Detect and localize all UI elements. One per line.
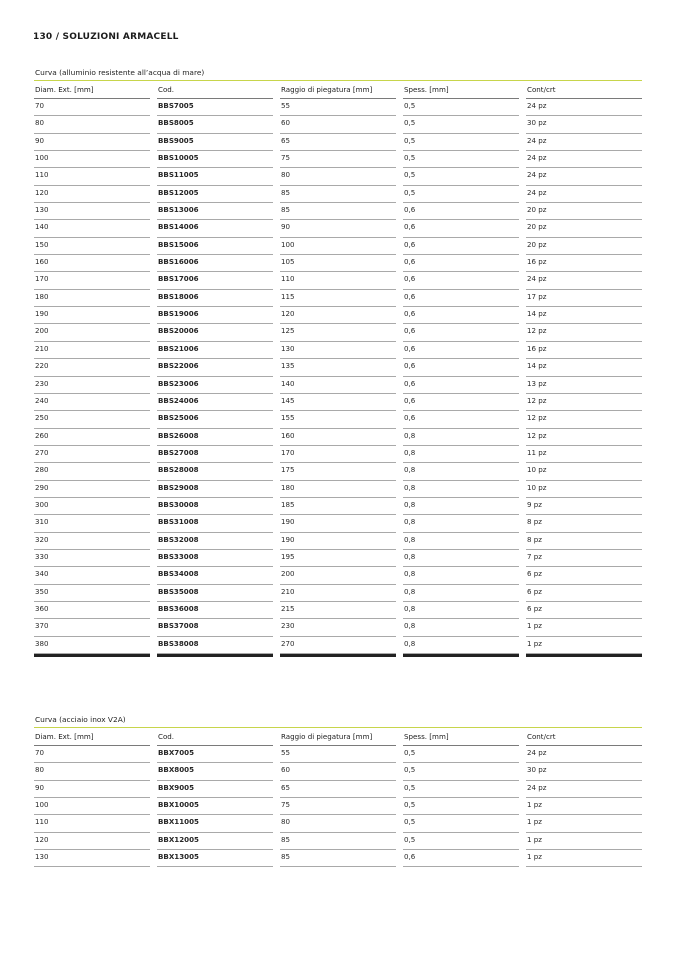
column-code bbox=[157, 731, 273, 867]
table-cell: 160 bbox=[280, 429, 396, 446]
column-bend-radius bbox=[280, 731, 396, 867]
table-cell: 200 bbox=[280, 567, 396, 584]
table-cell: 0,5 bbox=[403, 763, 519, 780]
table-cell: BBS14006 bbox=[157, 220, 273, 237]
table-cell: BBS38008 bbox=[157, 637, 273, 654]
table-cell: 0,6 bbox=[403, 324, 519, 341]
table-cell: 220 bbox=[34, 359, 150, 376]
table-cell: 24 pz bbox=[526, 272, 642, 289]
table-cell: BBX8005 bbox=[157, 763, 273, 780]
table-cell: 130 bbox=[280, 342, 396, 359]
table-cell: 0,5 bbox=[403, 151, 519, 168]
table-cell: 0,5 bbox=[403, 116, 519, 133]
table-cell: 6 pz bbox=[526, 602, 642, 619]
table-cell: BBS11005 bbox=[157, 168, 273, 185]
table-cell: 190 bbox=[280, 515, 396, 532]
table-cell: BBS20006 bbox=[157, 324, 273, 341]
table-end-rule bbox=[157, 654, 273, 657]
column-header: Spess. [mm] bbox=[403, 84, 519, 99]
table-title: Curva (alluminio resistente all’acqua di mare) bbox=[35, 68, 205, 77]
column-header: Cod. bbox=[157, 731, 273, 746]
table-cell: 300 bbox=[34, 498, 150, 515]
table-cell: 24 pz bbox=[526, 168, 642, 185]
column-header: Raggio di piegatura [mm] bbox=[280, 731, 396, 746]
table-cell: BBX12005 bbox=[157, 833, 273, 850]
data-table bbox=[34, 84, 642, 657]
table-cell: BBS12005 bbox=[157, 186, 273, 203]
table-cell: 0,6 bbox=[403, 203, 519, 220]
table-cell: 0,5 bbox=[403, 781, 519, 798]
table-section-stainless bbox=[34, 715, 642, 867]
table-cell: 12 pz bbox=[526, 411, 642, 428]
table-cell: 90 bbox=[34, 134, 150, 151]
column-header: Diam. Ext. [mm] bbox=[34, 84, 150, 99]
table-cell: 55 bbox=[280, 746, 396, 763]
table-end-rule bbox=[34, 654, 150, 657]
table-cell: 330 bbox=[34, 550, 150, 567]
table-cell: 0,6 bbox=[403, 377, 519, 394]
table-cell: 24 pz bbox=[526, 746, 642, 763]
column-header: Cont/crt bbox=[526, 731, 642, 746]
table-cell: 1 pz bbox=[526, 815, 642, 832]
table-cell: 250 bbox=[34, 411, 150, 428]
table-cell: 0,6 bbox=[403, 272, 519, 289]
table-cell: 260 bbox=[34, 429, 150, 446]
column-bend-radius bbox=[280, 84, 396, 657]
table-cell: 0,6 bbox=[403, 307, 519, 324]
table-cell: BBS17006 bbox=[157, 272, 273, 289]
table-cell: 210 bbox=[280, 585, 396, 602]
table-cell: BBS37008 bbox=[157, 619, 273, 636]
table-cell: 370 bbox=[34, 619, 150, 636]
table-cell: 17 pz bbox=[526, 290, 642, 307]
table-cell: 8 pz bbox=[526, 515, 642, 532]
table-cell: 6 pz bbox=[526, 567, 642, 584]
table-cell: BBX10005 bbox=[157, 798, 273, 815]
table-cell: 280 bbox=[34, 463, 150, 480]
table-cell: 200 bbox=[34, 324, 150, 341]
table-cell: BBS22006 bbox=[157, 359, 273, 376]
table-cell: BBS9005 bbox=[157, 134, 273, 151]
table-cell: 10 pz bbox=[526, 463, 642, 480]
table-cell: 175 bbox=[280, 463, 396, 480]
table-cell: BBS25006 bbox=[157, 411, 273, 428]
table-cell: 170 bbox=[280, 446, 396, 463]
table-cell: 14 pz bbox=[526, 359, 642, 376]
table-cell: 85 bbox=[280, 833, 396, 850]
table-cell: 130 bbox=[34, 850, 150, 867]
table-cell: BBX7005 bbox=[157, 746, 273, 763]
table-title: Curva (acciaio inox V2A) bbox=[35, 715, 126, 724]
table-cell: 85 bbox=[280, 203, 396, 220]
table-cell: 8 pz bbox=[526, 533, 642, 550]
table-cell: 100 bbox=[280, 238, 396, 255]
column-box-quantity bbox=[526, 731, 642, 867]
table-cell: 1 pz bbox=[526, 833, 642, 850]
table-cell: 70 bbox=[34, 746, 150, 763]
table-cell: 115 bbox=[280, 290, 396, 307]
table-cell: 20 pz bbox=[526, 238, 642, 255]
table-cell: 0,6 bbox=[403, 220, 519, 237]
table-cell: 120 bbox=[34, 186, 150, 203]
table-cell: 0,8 bbox=[403, 585, 519, 602]
table-cell: 80 bbox=[34, 116, 150, 133]
table-cell: 14 pz bbox=[526, 307, 642, 324]
table-cell: 125 bbox=[280, 324, 396, 341]
page-header: 130 / SOLUZIONI ARMACELL bbox=[33, 32, 179, 42]
table-cell: BBS13006 bbox=[157, 203, 273, 220]
table-cell: 270 bbox=[280, 637, 396, 654]
table-cell: 0,6 bbox=[403, 411, 519, 428]
table-cell: 0,5 bbox=[403, 99, 519, 116]
table-cell: 0,8 bbox=[403, 515, 519, 532]
table-cell: 24 pz bbox=[526, 134, 642, 151]
table-cell: 0,8 bbox=[403, 602, 519, 619]
table-cell: BBS18006 bbox=[157, 290, 273, 307]
table-cell: BBX9005 bbox=[157, 781, 273, 798]
table-cell: 12 pz bbox=[526, 394, 642, 411]
table-cell: 0,6 bbox=[403, 850, 519, 867]
table-cell: 110 bbox=[34, 168, 150, 185]
table-cell: BBS15006 bbox=[157, 238, 273, 255]
table-cell: 55 bbox=[280, 99, 396, 116]
table-cell: BBX11005 bbox=[157, 815, 273, 832]
table-cell: BBS26008 bbox=[157, 429, 273, 446]
table-cell: 230 bbox=[280, 619, 396, 636]
table-cell: 16 pz bbox=[526, 342, 642, 359]
table-cell: 0,5 bbox=[403, 186, 519, 203]
table-cell: 170 bbox=[34, 272, 150, 289]
table-cell: 380 bbox=[34, 637, 150, 654]
table-cell: BBS33008 bbox=[157, 550, 273, 567]
table-cell: 120 bbox=[280, 307, 396, 324]
table-cell: 190 bbox=[34, 307, 150, 324]
table-cell: 0,8 bbox=[403, 463, 519, 480]
table-cell: 180 bbox=[34, 290, 150, 307]
table-cell: 12 pz bbox=[526, 324, 642, 341]
table-cell: 24 pz bbox=[526, 99, 642, 116]
table-cell: 90 bbox=[34, 781, 150, 798]
table-cell: 0,5 bbox=[403, 833, 519, 850]
table-cell: 90 bbox=[280, 220, 396, 237]
table-cell: 0,6 bbox=[403, 359, 519, 376]
table-cell: 9 pz bbox=[526, 498, 642, 515]
table-section-aluminium bbox=[34, 68, 642, 657]
table-cell: 140 bbox=[280, 377, 396, 394]
table-cell: BBS32008 bbox=[157, 533, 273, 550]
table-cell: 20 pz bbox=[526, 203, 642, 220]
table-cell: 80 bbox=[34, 763, 150, 780]
table-cell: 65 bbox=[280, 134, 396, 151]
table-cell: 320 bbox=[34, 533, 150, 550]
column-diameter bbox=[34, 84, 150, 657]
table-cell: 0,6 bbox=[403, 394, 519, 411]
table-end-rule bbox=[526, 654, 642, 657]
table-cell: 340 bbox=[34, 567, 150, 584]
table-cell: 210 bbox=[34, 342, 150, 359]
table-cell: 185 bbox=[280, 498, 396, 515]
table-cell: BBS27008 bbox=[157, 446, 273, 463]
table-cell: 105 bbox=[280, 255, 396, 272]
table-cell: 80 bbox=[280, 168, 396, 185]
column-header: Cont/crt bbox=[526, 84, 642, 99]
table-cell: 20 pz bbox=[526, 220, 642, 237]
table-cell: 160 bbox=[34, 255, 150, 272]
column-code bbox=[157, 84, 273, 657]
table-cell: 100 bbox=[34, 151, 150, 168]
table-cell: 1 pz bbox=[526, 637, 642, 654]
table-cell: BBS23006 bbox=[157, 377, 273, 394]
table-cell: 230 bbox=[34, 377, 150, 394]
column-thickness bbox=[403, 731, 519, 867]
table-cell: 75 bbox=[280, 151, 396, 168]
table-cell: BBS34008 bbox=[157, 567, 273, 584]
table-cell: 110 bbox=[280, 272, 396, 289]
table-cell: 215 bbox=[280, 602, 396, 619]
table-cell: 155 bbox=[280, 411, 396, 428]
table-cell: 0,5 bbox=[403, 134, 519, 151]
table-cell: BBS35008 bbox=[157, 585, 273, 602]
table-cell: 180 bbox=[280, 481, 396, 498]
column-header: Cod. bbox=[157, 84, 273, 99]
table-cell: BBS29008 bbox=[157, 481, 273, 498]
table-cell: 0,6 bbox=[403, 342, 519, 359]
column-header: Raggio di piegatura [mm] bbox=[280, 84, 396, 99]
table-cell: 0,6 bbox=[403, 290, 519, 307]
table-cell: 85 bbox=[280, 850, 396, 867]
table-cell: 310 bbox=[34, 515, 150, 532]
table-cell: 0,8 bbox=[403, 446, 519, 463]
table-cell: 70 bbox=[34, 99, 150, 116]
table-cell: 30 pz bbox=[526, 763, 642, 780]
table-cell: BBS8005 bbox=[157, 116, 273, 133]
table-cell: 0,8 bbox=[403, 637, 519, 654]
table-cell: BBS31008 bbox=[157, 515, 273, 532]
table-cell: 1 pz bbox=[526, 619, 642, 636]
table-cell: 24 pz bbox=[526, 151, 642, 168]
table-cell: 7 pz bbox=[526, 550, 642, 567]
table-end-rule bbox=[403, 654, 519, 657]
table-cell: 130 bbox=[34, 203, 150, 220]
table-cell: 145 bbox=[280, 394, 396, 411]
table-end-rule bbox=[280, 654, 396, 657]
table-cell: 360 bbox=[34, 602, 150, 619]
table-cell: 0,8 bbox=[403, 533, 519, 550]
table-cell: 6 pz bbox=[526, 585, 642, 602]
accent-divider bbox=[34, 727, 642, 728]
table-cell: 60 bbox=[280, 763, 396, 780]
table-cell: 100 bbox=[34, 798, 150, 815]
table-cell: 1 pz bbox=[526, 850, 642, 867]
column-header: Diam. Ext. [mm] bbox=[34, 731, 150, 746]
column-thickness bbox=[403, 84, 519, 657]
table-cell: 150 bbox=[34, 238, 150, 255]
table-cell: 195 bbox=[280, 550, 396, 567]
data-table bbox=[34, 731, 642, 867]
table-cell: 65 bbox=[280, 781, 396, 798]
table-cell: 24 pz bbox=[526, 186, 642, 203]
table-cell: BBS36008 bbox=[157, 602, 273, 619]
table-cell: BBS24006 bbox=[157, 394, 273, 411]
table-cell: BBS16006 bbox=[157, 255, 273, 272]
table-cell: 10 pz bbox=[526, 481, 642, 498]
table-cell: 270 bbox=[34, 446, 150, 463]
table-cell: 60 bbox=[280, 116, 396, 133]
table-cell: 16 pz bbox=[526, 255, 642, 272]
table-cell: 0,6 bbox=[403, 238, 519, 255]
table-cell: 120 bbox=[34, 833, 150, 850]
table-cell: 0,8 bbox=[403, 567, 519, 584]
table-cell: BBS10005 bbox=[157, 151, 273, 168]
table-cell: 0,8 bbox=[403, 550, 519, 567]
table-cell: 30 pz bbox=[526, 116, 642, 133]
table-cell: BBS7005 bbox=[157, 99, 273, 116]
table-cell: 350 bbox=[34, 585, 150, 602]
table-cell: 240 bbox=[34, 394, 150, 411]
table-cell: 11 pz bbox=[526, 446, 642, 463]
table-cell: 135 bbox=[280, 359, 396, 376]
table-cell: 0,5 bbox=[403, 815, 519, 832]
accent-divider bbox=[34, 80, 642, 81]
table-cell: BBS19006 bbox=[157, 307, 273, 324]
table-cell: BBX13005 bbox=[157, 850, 273, 867]
table-cell: 0,5 bbox=[403, 746, 519, 763]
table-cell: BBS30008 bbox=[157, 498, 273, 515]
table-cell: 0,5 bbox=[403, 798, 519, 815]
table-cell: 290 bbox=[34, 481, 150, 498]
table-cell: 85 bbox=[280, 186, 396, 203]
table-cell: 24 pz bbox=[526, 781, 642, 798]
table-cell: 12 pz bbox=[526, 429, 642, 446]
table-cell: 0,8 bbox=[403, 429, 519, 446]
table-cell: 0,8 bbox=[403, 498, 519, 515]
table-cell: 140 bbox=[34, 220, 150, 237]
table-cell: 80 bbox=[280, 815, 396, 832]
table-cell: BBS21006 bbox=[157, 342, 273, 359]
table-cell: 75 bbox=[280, 798, 396, 815]
table-cell: 13 pz bbox=[526, 377, 642, 394]
table-cell: 110 bbox=[34, 815, 150, 832]
table-cell: 0,6 bbox=[403, 255, 519, 272]
column-header: Spess. [mm] bbox=[403, 731, 519, 746]
table-cell: 0,8 bbox=[403, 481, 519, 498]
table-cell: 0,5 bbox=[403, 168, 519, 185]
table-cell: 1 pz bbox=[526, 798, 642, 815]
table-cell: BBS28008 bbox=[157, 463, 273, 480]
table-cell: 190 bbox=[280, 533, 396, 550]
column-box-quantity bbox=[526, 84, 642, 657]
table-cell: 0,8 bbox=[403, 619, 519, 636]
column-diameter bbox=[34, 731, 150, 867]
